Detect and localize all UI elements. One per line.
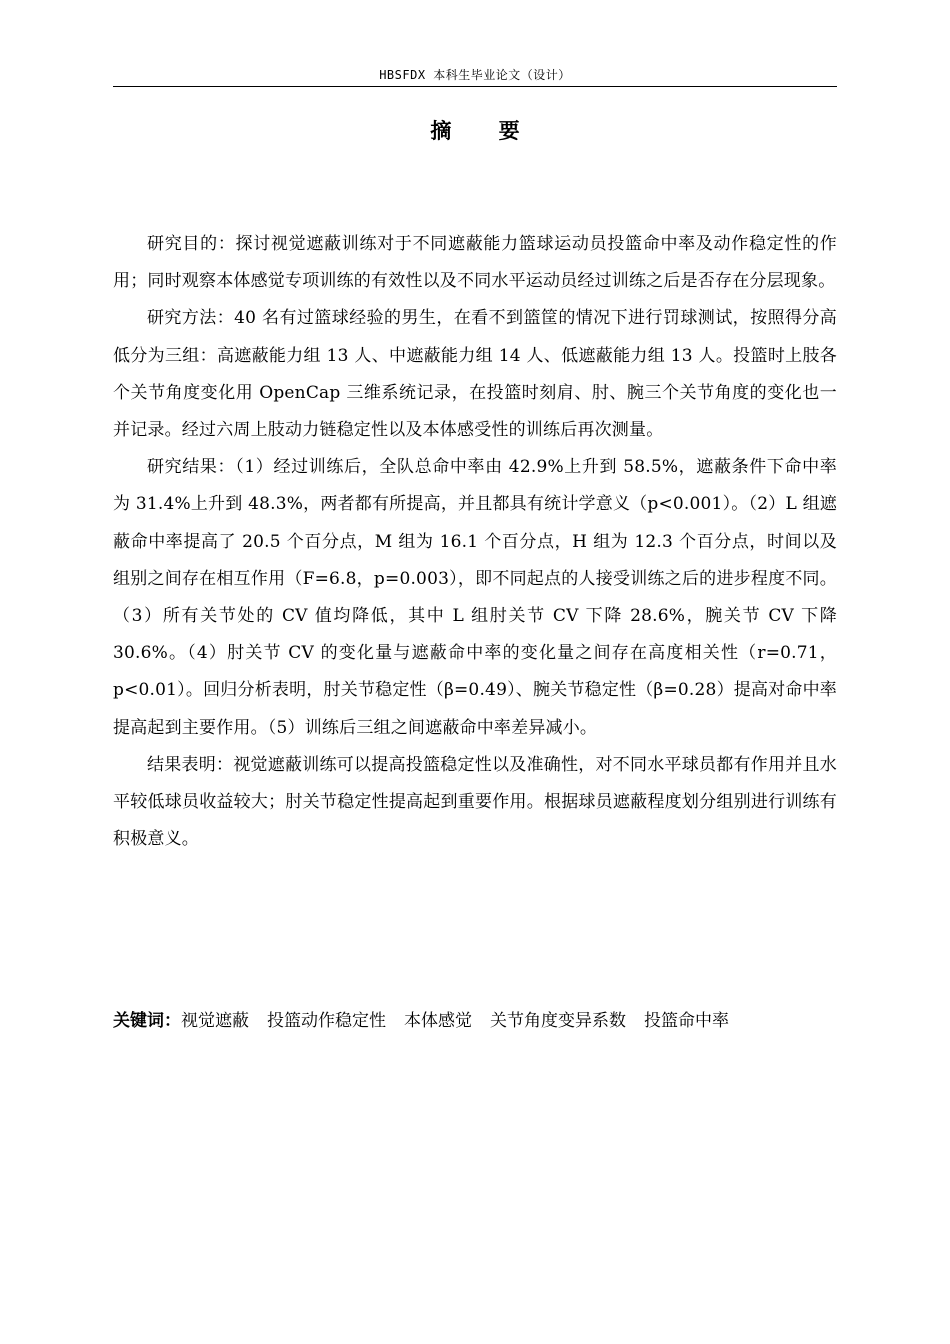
keywords-line <box>113 1003 837 1040</box>
header-rule <box>113 86 837 87</box>
keyword-item: 投篮动作稳定性 <box>267 1011 386 1031</box>
paragraph-results: 研究结果：（1）经过训练后，全队总命中率由 42.9%上升到 58.5%，遮蔽条件下命中率为 31.4%上升到 48.3%，两者都有所提高，并且都具有统计学意义（p<0.001）。（2）L 组遮蔽命中率提高了 20.5 个百分点，M 组为 16.1 个百分点，H 组为 12.3 个百分点，时间以及组别之间存在相互作用（F=6.8，p=0.003），即不同起点的人接受训练之后的进步程度不同。（3）所有关节处的 CV 值均降低，其中 L 组肘关节 CV 下降 28.6%，腕关节 CV 下降 30.6%。（4）肘关节 CV 的变化量与遮蔽命中率的变化量之间存在高度相关性（r=0.71，p<0.01）。回归分析表明，肘关节稳定性（β=0.49）、腕关节稳定性（β=0.28）提高对命中率提高起到主要作用。（5）训练后三组之间遮蔽命中率差异减小。 <box>113 457 837 738</box>
keywords-label: 关键词： <box>113 1011 181 1031</box>
paragraph-purpose: 研究目的：探讨视觉遮蔽训练对于不同遮蔽能力篮球运动员投篮命中率及动作稳定性的作用；同时观察本体感觉专项训练的有效性以及不同水平运动员经过训练之后是否存在分层现象。 <box>113 234 837 292</box>
keyword-item: 关节角度变异系数 <box>490 1011 626 1031</box>
abstract-title: 摘 要 <box>430 119 540 143</box>
keyword-item: 本体感觉 <box>404 1011 472 1031</box>
abstract-body <box>113 226 837 858</box>
keyword-item: 投篮命中率 <box>644 1011 729 1031</box>
paragraph-conclusion: 结果表明：视觉遮蔽训练可以提高投篮稳定性以及准确性，对不同水平球员都有作用并且水平较低球员收益较大；肘关节稳定性提高起到重要作用。根据球员遮蔽程度划分组别进行训练有积极意义。 <box>113 754 837 850</box>
paragraph-methods: 研究方法：40 名有过篮球经验的男生，在看不到篮筐的情况下进行罚球测试，按照得分高低分为三组：高遮蔽能力组 13 人、中遮蔽能力组 14 人、低遮蔽能力组 13 人。投篮时上肢各个关节角度变化用 OpenCap 三维系统记录，在投篮时刻肩、肘、腕三个关节角度的变化也一并记录。经过六周上肢动力链稳定性以及本体感受性的训练后再次测量。 <box>113 308 837 441</box>
running-header: HBSFDX 本科生毕业论文（设计） <box>379 68 571 82</box>
keyword-item: 视觉遮蔽 <box>181 1011 249 1031</box>
